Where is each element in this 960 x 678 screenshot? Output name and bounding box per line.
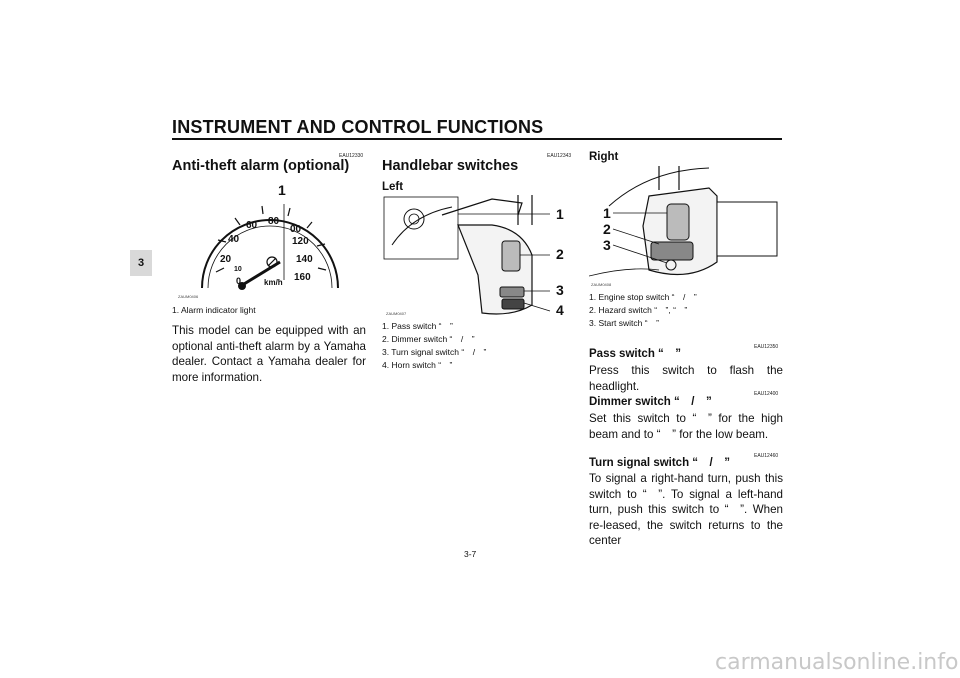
figure-caption: 1. Alarm indicator light: [172, 305, 256, 315]
caption-line: 3. Turn signal switch “ / ”: [382, 347, 487, 357]
page-number: 3-7: [464, 549, 477, 559]
figure-subtitle: Right: [589, 151, 619, 163]
caption-line: 2. Hazard switch “ ”, “ ”: [589, 305, 688, 315]
caption-line: 2. Dimmer switch “ / ”: [382, 334, 475, 344]
header-rule: [172, 138, 782, 140]
figure-callout: 4: [556, 302, 564, 318]
speedo-label: 20: [220, 254, 232, 265]
figure-code: ZAUM0407: [386, 311, 407, 316]
watermark: carmanualsonline.info: [715, 650, 959, 675]
page-header-title: INSTRUMENT AND CONTROL FUNCTIONS: [172, 117, 544, 137]
speedo-label: 160: [294, 272, 311, 283]
caption-line: 4. Horn switch “ ”: [382, 360, 453, 370]
speedo-label: 80: [268, 216, 280, 227]
speedometer-figure: [172, 180, 362, 302]
section-title: Dimmer switch “ / ”: [589, 396, 712, 408]
figure-code: ZAUM0406: [178, 294, 199, 299]
speedo-label: 0: [236, 276, 242, 286]
figure-subtitle: Left: [382, 181, 404, 193]
section-code: EAU12460: [754, 453, 779, 459]
chapter-tab: 3: [130, 250, 152, 276]
figure-callout: 3: [556, 282, 564, 298]
speedo-unit: km/h: [264, 278, 283, 287]
section-code: EAU12400: [754, 391, 779, 397]
figure-callout: 2: [556, 246, 564, 262]
section-title: Turn signal switch “ / ”: [589, 457, 730, 469]
figure-callout: 1: [603, 205, 611, 221]
section-heading: Handlebar switches: [382, 158, 519, 174]
section-code: EAU12343: [547, 153, 572, 159]
section-title: Pass switch “ ”: [589, 348, 682, 360]
caption-line: 1. Pass switch “ ”: [382, 321, 453, 331]
figure-callout: 2: [603, 221, 611, 237]
caption-line: 3. Start switch “ ”: [589, 318, 659, 328]
speedo-label: 40: [228, 234, 240, 245]
figure-callout: 3: [603, 237, 611, 253]
speedo-label: 60: [246, 220, 258, 231]
figure-callout: 1: [278, 182, 286, 198]
section-code: EAU12330: [339, 153, 364, 159]
section-code: EAU12350: [754, 344, 779, 350]
body-text: Set this switch to “ ” for the high beam and to “ ” for the low beam.: [589, 412, 783, 441]
caption-line: 1. Engine stop switch “ / ”: [589, 292, 697, 302]
body-text: This model can be equipped with an optional anti-theft alarm by a Yamaha dealer. Contact a Yamaha dealer for more information.: [172, 324, 366, 384]
body-text: Press this switch to flash the headlight.: [589, 364, 783, 393]
right-handlebar-figure: [589, 166, 781, 288]
speedo-label: 120: [292, 236, 309, 247]
left-handlebar-figure: [382, 195, 572, 317]
figure-code: ZAUM0408: [591, 282, 612, 287]
speedo-label: 00: [290, 224, 302, 235]
section-heading: Anti-theft alarm (optional): [172, 158, 350, 174]
figure-callout: 1: [556, 206, 564, 222]
speedo-label: 140: [296, 254, 313, 265]
body-text: To signal a right-hand turn, push this switch to “ ”. To signal a left-hand turn, push this switch to “ ”. When re-leased, the switch returns to the center: [589, 472, 783, 547]
speedo-label: 10: [234, 266, 242, 273]
